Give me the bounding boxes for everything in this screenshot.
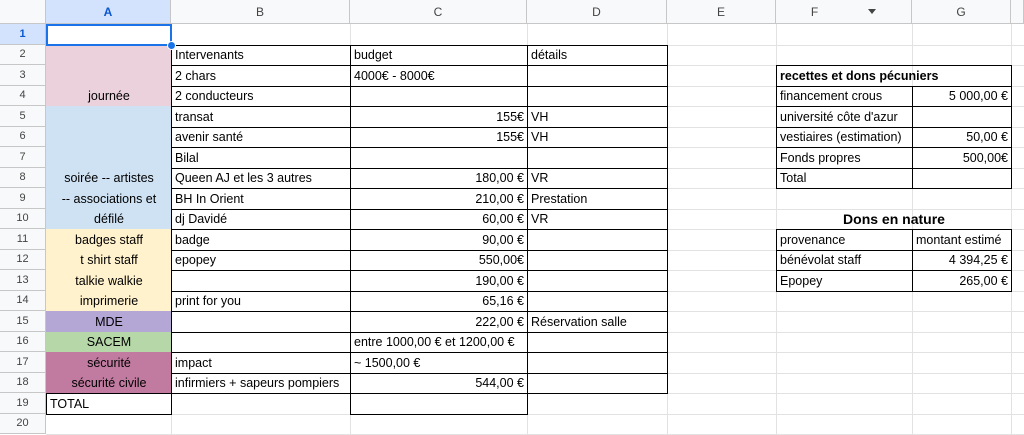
- column-header-filler: [1011, 0, 1024, 24]
- cell-intervenant[interactable]: avenir santé: [171, 127, 351, 149]
- cell-details[interactable]: [527, 291, 668, 313]
- cell-intervenant[interactable]: impact: [171, 352, 351, 374]
- row-header-4[interactable]: 4: [0, 86, 46, 107]
- row-header-10[interactable]: 10: [0, 209, 46, 230]
- cell-details[interactable]: [527, 332, 668, 354]
- cell-intervenant[interactable]: badge: [171, 229, 351, 251]
- row-header-6[interactable]: 6: [0, 127, 46, 148]
- cell-intervenant[interactable]: dj Davidé: [171, 209, 351, 231]
- cell-details[interactable]: VR: [527, 209, 668, 231]
- cell-budget[interactable]: 544,00 €: [350, 373, 528, 395]
- cell-budget[interactable]: 65,16 €: [350, 291, 528, 313]
- cell-budget[interactable]: 155€: [350, 127, 528, 149]
- row-header-5[interactable]: 5: [0, 106, 46, 127]
- cell-category[interactable]: MDE: [46, 311, 172, 333]
- cell-category[interactable]: sécurité: [46, 352, 172, 374]
- cell-details[interactable]: [527, 65, 668, 87]
- cell-category[interactable]: t shirt staff: [46, 250, 172, 272]
- recettes-label[interactable]: université côte d'azur: [776, 106, 913, 128]
- header-intervenants[interactable]: Intervenants: [171, 45, 351, 67]
- cell-category[interactable]: [46, 147, 172, 169]
- cell-details[interactable]: [527, 352, 668, 374]
- cell-budget[interactable]: [350, 86, 528, 108]
- gridline-horizontal: [46, 414, 1024, 415]
- cell-intervenant[interactable]: 2 conducteurs: [171, 86, 351, 108]
- cell-intervenant[interactable]: [171, 311, 351, 333]
- row-header-20[interactable]: 20: [0, 414, 46, 435]
- selected-cell-a1[interactable]: [46, 24, 172, 46]
- cell-category[interactable]: sécurité civile: [46, 373, 172, 395]
- cell-intervenant[interactable]: transat: [171, 106, 351, 128]
- column-header-g[interactable]: [912, 0, 1011, 24]
- dons-value[interactable]: 265,00 €: [912, 270, 1012, 292]
- cell-category[interactable]: talkie walkie: [46, 270, 172, 292]
- row-header-3[interactable]: 3: [0, 65, 46, 86]
- dons-label[interactable]: Epopey: [776, 270, 913, 292]
- fill-handle[interactable]: [167, 41, 176, 50]
- cell-details[interactable]: Réservation salle: [527, 311, 668, 333]
- column-header-d[interactable]: [527, 0, 667, 24]
- row-header-2[interactable]: 2: [0, 45, 46, 66]
- header-details[interactable]: détails: [527, 45, 668, 67]
- cell-a2[interactable]: [46, 45, 172, 67]
- cell-budget[interactable]: 155€: [350, 106, 528, 128]
- cell-intervenant[interactable]: epopey: [171, 250, 351, 272]
- cell-intervenant[interactable]: print for you: [171, 291, 351, 313]
- select-all-corner[interactable]: [0, 0, 46, 24]
- row-header-7[interactable]: 7: [0, 147, 46, 168]
- chevron-down-icon[interactable]: [868, 9, 876, 14]
- cell-budget[interactable]: 222,00 €: [350, 311, 528, 333]
- cell-category[interactable]: soirée -- artistes: [46, 168, 172, 190]
- dons-title[interactable]: Dons en nature: [843, 211, 945, 228]
- row-header-15[interactable]: 15: [0, 311, 46, 332]
- cell-budget[interactable]: 60,00 €: [350, 209, 528, 231]
- row-header-17[interactable]: 17: [0, 352, 46, 373]
- recettes-value[interactable]: 50,00 €: [912, 127, 1012, 149]
- cell-details[interactable]: [527, 86, 668, 108]
- recettes-value[interactable]: [912, 168, 1012, 190]
- column-header-label: D: [592, 4, 601, 19]
- cell-details[interactable]: [527, 373, 668, 395]
- column-header-label: F: [810, 4, 819, 19]
- cell-category[interactable]: imprimerie: [46, 291, 172, 313]
- cell-details[interactable]: [527, 229, 668, 251]
- total-label[interactable]: TOTAL: [46, 393, 172, 415]
- recettes-label[interactable]: Fonds propres: [776, 147, 913, 169]
- dons-header-provenance[interactable]: provenance: [776, 229, 913, 251]
- column-header-f[interactable]: [776, 0, 912, 24]
- row-header-13[interactable]: 13: [0, 270, 46, 291]
- recettes-value[interactable]: [912, 106, 1012, 128]
- cell-details[interactable]: VR: [527, 168, 668, 190]
- column-header-label: G: [956, 4, 966, 19]
- recettes-value[interactable]: 5 000,00 €: [912, 86, 1012, 108]
- row-header-11[interactable]: 11: [0, 229, 46, 250]
- column-header-a[interactable]: [46, 0, 171, 24]
- total-value[interactable]: [350, 393, 528, 415]
- row-header-9[interactable]: 9: [0, 188, 46, 209]
- cell-category[interactable]: badges staff: [46, 229, 172, 251]
- cell-budget[interactable]: ~ 1500,00 €: [350, 352, 528, 374]
- column-header-label: A: [103, 4, 113, 19]
- cell-category[interactable]: [46, 106, 172, 128]
- row-header-18[interactable]: 18: [0, 373, 46, 394]
- header-budget[interactable]: budget: [350, 45, 528, 67]
- row-header-14[interactable]: 14: [0, 291, 46, 312]
- cell-intervenant[interactable]: Queen AJ et les 3 autres: [171, 168, 351, 190]
- cell-details[interactable]: Prestation: [527, 188, 668, 210]
- cell-budget[interactable]: 180,00 €: [350, 168, 528, 190]
- row-header-1[interactable]: 1: [0, 24, 46, 45]
- recettes-label[interactable]: financement crous: [776, 86, 913, 108]
- cell-details[interactable]: VH: [527, 106, 668, 128]
- cell-category[interactable]: SACEM: [46, 332, 172, 354]
- cell-details[interactable]: [527, 147, 668, 169]
- cell-intervenant[interactable]: infirmiers + sapeurs pompiers: [171, 373, 351, 395]
- recettes-value[interactable]: 500,00€: [912, 147, 1012, 169]
- recettes-title[interactable]: recettes et dons pécuniers: [776, 65, 1012, 87]
- cell-details[interactable]: VH: [527, 127, 668, 149]
- cell-budget[interactable]: [350, 147, 528, 169]
- column-header-label: B: [255, 4, 264, 19]
- column-header-b[interactable]: [171, 0, 350, 24]
- dons-header-montant[interactable]: montant estimé: [912, 229, 1012, 251]
- cell-budget[interactable]: 190,00 €: [350, 270, 528, 292]
- cell-category[interactable]: -- associations et: [46, 188, 172, 210]
- column-header-label: C: [433, 4, 443, 19]
- cell-intervenant[interactable]: BH In Orient: [171, 188, 351, 210]
- cell-intervenant[interactable]: Bilal: [171, 147, 351, 169]
- row-header-12[interactable]: 12: [0, 250, 46, 271]
- row-header-16[interactable]: 16: [0, 332, 46, 353]
- column-header-label: E: [716, 4, 725, 19]
- dons-label[interactable]: bénévolat staff: [776, 250, 913, 272]
- column-header-c[interactable]: [350, 0, 527, 24]
- cell-details[interactable]: [527, 250, 668, 272]
- dons-value[interactable]: 4 394,25 €: [912, 250, 1012, 272]
- cell-category[interactable]: journée: [46, 86, 172, 108]
- cell-details[interactable]: [527, 270, 668, 292]
- row-header-8[interactable]: 8: [0, 168, 46, 189]
- recettes-label[interactable]: Total: [776, 168, 913, 190]
- cell-intervenant[interactable]: 2 chars: [171, 65, 351, 87]
- cell-intervenant[interactable]: [171, 270, 351, 292]
- cell-budget[interactable]: 4000€ - 8000€: [350, 65, 528, 87]
- cell-budget[interactable]: entre 1000,00 € et 1200,00 €: [350, 332, 528, 354]
- cell-intervenant[interactable]: [171, 332, 351, 354]
- cell-budget[interactable]: 210,00 €: [350, 188, 528, 210]
- column-header-e[interactable]: [667, 0, 776, 24]
- cell-category[interactable]: [46, 127, 172, 149]
- cell-category[interactable]: défilé: [46, 209, 172, 231]
- cell-category[interactable]: [46, 65, 172, 87]
- recettes-label[interactable]: vestiaires (estimation): [776, 127, 913, 149]
- cell-budget[interactable]: 550,00€: [350, 250, 528, 272]
- row-header-19[interactable]: 19: [0, 393, 46, 414]
- cell-budget[interactable]: 90,00 €: [350, 229, 528, 251]
